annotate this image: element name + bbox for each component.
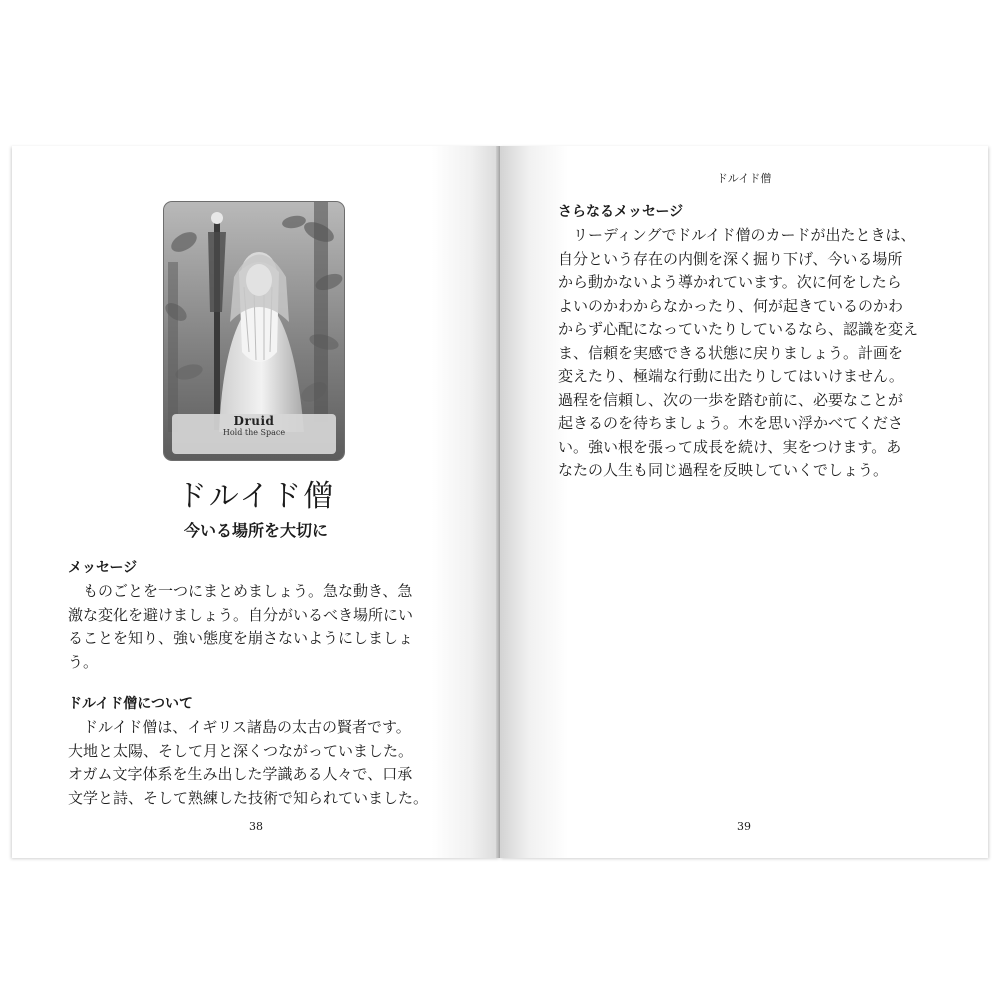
running-head: ドルイド僧	[716, 172, 772, 185]
card-subtitle: Hold the Space	[222, 428, 286, 437]
left-page	[12, 146, 500, 858]
message-heading: メッセージ	[68, 560, 138, 576]
about-text: ドルイド僧は、イギリス諸島の太古の賢者です。 大地と太陽、そして月と深くつながっていました。 オガム文字体系を生み出した学識ある人々で、口承 文学と詩、そして熟練した技術で知られていました。	[68, 718, 429, 807]
message-text: ものごとを一つにまとめましょう。急な動き、急 激な変化を避けましょう。自分がいるべき場所にい ることを知り、強い態度を崩さないようにしましょ う。	[68, 582, 414, 671]
card-caption	[164, 410, 344, 454]
card-title: Druid	[233, 414, 275, 428]
page-title: ドルイド僧	[176, 479, 336, 514]
page-number-right: 39	[737, 820, 751, 833]
right-page	[500, 146, 988, 858]
further-message-text: リーディングでドルイド僧のカードが出たときは、 自分という存在の内側を深く掘り下げ、今いる場所 から動かないよう導かれています。次に何をしたら よいのかわからなかったり、何が起きているのかわ からず心配になっていたりしているなら、認識を変え ま、信頼を実感できる状態に戻りましょう。計画を 変えたり、極端な行動に出たりしてはいけません。 過程を信頼し、次の一歩を踏む前に、必要なことが 起きるのを待ちましょう。木を思い浮かべてくださ い。強い根を張って成長を続け、実をつけます。あ なたの人生も同じ過程を反映していくでしょう。	[558, 226, 919, 479]
page-number: 38	[249, 820, 263, 833]
further-message-heading: さらなるメッセージ	[558, 204, 684, 220]
druid-card-illustration	[164, 202, 344, 460]
page-subtitle: 今いる場所を大切に	[183, 521, 328, 540]
about-heading: ドルイド僧について	[68, 696, 194, 712]
